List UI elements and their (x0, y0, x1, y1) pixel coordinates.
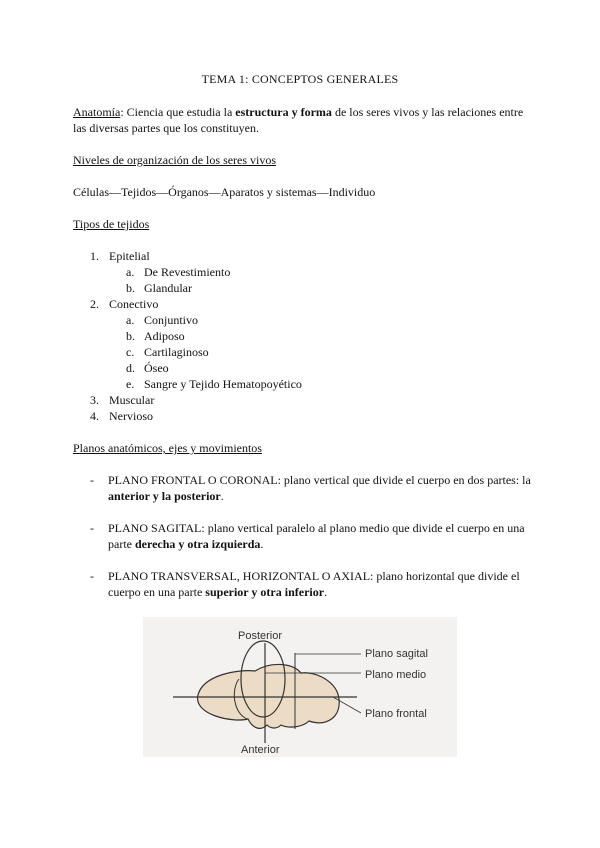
bullet-text (108, 472, 538, 504)
list-number: 3. (90, 393, 99, 407)
plane-end: . (260, 537, 264, 551)
definition-term: Anatomía (73, 105, 121, 119)
planes-heading: Planos anatómicos, ejes y movimientos (73, 441, 262, 455)
label-plano-medio: Plano medio (365, 669, 427, 681)
definition-text-a: : Ciencia que estudia la (120, 105, 236, 119)
bullet-dash: - (90, 521, 94, 535)
list-label: Conectivo (109, 297, 159, 311)
plane-bold: anterior y la posterior (108, 489, 221, 503)
anatomical-planes-figure (143, 617, 457, 757)
list-label: Muscular (109, 393, 155, 407)
label-plano-sagital: Plano sagital (365, 648, 428, 660)
bullet-dash: - (90, 569, 94, 583)
sub-letter: c. (126, 345, 135, 359)
list-label: Nervioso (109, 409, 153, 423)
list-number: 1. (90, 249, 99, 263)
sub-letter: b. (126, 329, 135, 343)
sub-letter: e. (126, 377, 135, 391)
list-label: Epitelial (109, 249, 150, 263)
plane-desc: PLANO FRONTAL O CORONAL: plano vertical que divide el cuerpo en dos partes: la (108, 473, 531, 487)
sub-label: Glandular (144, 281, 192, 295)
sub-letter: a. (126, 265, 135, 279)
plane-bold: derecha y otra izquierda (134, 537, 261, 551)
list-number: 2. (90, 297, 99, 311)
plane-desc: PLANO TRANSVERSAL, HORIZONTAL O AXIAL: plano horizontal que divide el cuerpo en una parte (108, 569, 520, 599)
label-plano-frontal: Plano frontal (365, 708, 427, 720)
list-number: 4. (90, 409, 99, 423)
plane-end: . (324, 585, 328, 599)
plane-end: . (220, 489, 224, 503)
tissues-heading: Tipos de tejidos (73, 217, 150, 231)
plane-desc: PLANO SAGITAL: plano vertical paralelo al plano medio que divide el cuerpo en una parte (108, 521, 525, 551)
sub-label: Adiposo (144, 329, 185, 343)
sub-label: Óseo (144, 361, 169, 375)
plane-bold: superior y otra inferior (205, 585, 325, 599)
sub-label: Sangre y Tejido Hematopoyético (144, 377, 302, 391)
sub-label: Cartilaginoso (144, 345, 209, 359)
sub-label: Conjuntivo (144, 313, 199, 327)
sub-letter: b. (126, 281, 135, 295)
planes-diagram (143, 617, 457, 757)
sub-letter: a. (126, 313, 135, 327)
definition-bold: estructura y forma (235, 105, 332, 119)
levels-heading: Niveles de organización de los seres vivos (73, 153, 277, 167)
label-posterior: Posterior (238, 630, 283, 642)
sub-letter: d. (126, 361, 135, 375)
levels-chain: Células—Tejidos—Órganos—Aparatos y sistemas—Individuo (73, 185, 376, 199)
anatomy-definition (73, 104, 533, 136)
bullet-text (108, 520, 538, 552)
bullet-dash: - (90, 473, 94, 487)
sub-label: De Revestimiento (144, 265, 231, 279)
page-title: TEMA 1: CONCEPTOS GENERALES (201, 72, 399, 86)
definition-text-b: de los seres vivos y las relaciones entre las diversas partes que los constituyen. (73, 105, 524, 135)
label-anterior: Anterior (241, 744, 280, 756)
bullet-text (108, 568, 538, 600)
